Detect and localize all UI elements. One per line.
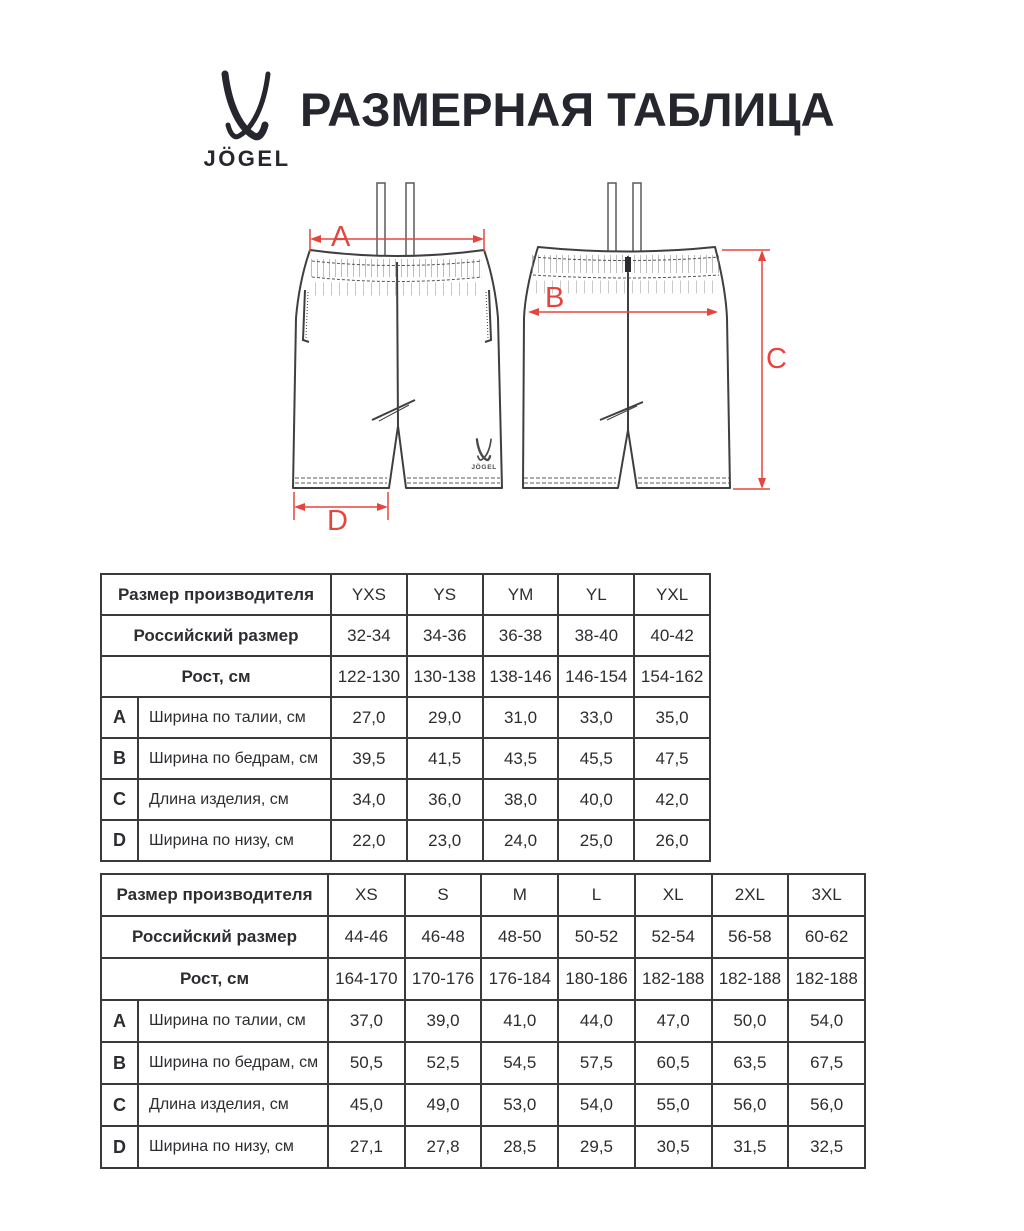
table-cell: L (558, 874, 635, 916)
dimension-b-label: B (545, 282, 565, 314)
table-cell: 44-46 (328, 916, 405, 958)
table-row (101, 1084, 865, 1126)
shorts-diagram (0, 160, 1024, 560)
table-cell: 52,5 (405, 1042, 482, 1084)
table-cell: 44,0 (558, 1000, 635, 1042)
row-letter: A (101, 1000, 138, 1042)
table-cell: 38-40 (558, 615, 634, 656)
table-cell: 36-38 (483, 615, 559, 656)
row-label: Ширина по низу, см (138, 820, 331, 861)
table-cell: YXS (331, 574, 407, 615)
table-cell: 146-154 (558, 656, 634, 697)
row-label: Российский размер (101, 916, 328, 958)
table-cell: 176-184 (481, 958, 558, 1000)
table-cell: 25,0 (558, 820, 634, 861)
adult-size-table (100, 873, 866, 1169)
table-row (101, 574, 710, 615)
table-row (101, 820, 710, 861)
row-label: Российский размер (101, 615, 331, 656)
table-cell: 60,5 (635, 1042, 712, 1084)
table-cell: 50,5 (328, 1042, 405, 1084)
table-cell: 54,0 (558, 1084, 635, 1126)
table-cell: 41,5 (407, 738, 483, 779)
table-cell: 130-138 (407, 656, 483, 697)
table-cell: 39,0 (405, 1000, 482, 1042)
table-cell: YL (558, 574, 634, 615)
table-cell: 23,0 (407, 820, 483, 861)
table-cell: 50,0 (712, 1000, 789, 1042)
table-cell: 32-34 (331, 615, 407, 656)
table-cell: 182-188 (712, 958, 789, 1000)
shorts-back-drawing (523, 183, 730, 488)
brand-wordmark: JÖGEL (203, 146, 291, 171)
waistband-buckle-icon (625, 257, 631, 272)
table-cell: 34-36 (407, 615, 483, 656)
table-cell: 27,8 (405, 1126, 482, 1168)
table-cell: S (405, 874, 482, 916)
table-cell: 27,0 (331, 697, 407, 738)
front-center-seam (397, 262, 398, 426)
table-cell: 40-42 (634, 615, 710, 656)
row-letter: B (101, 1042, 138, 1084)
table-cell: 47,0 (635, 1000, 712, 1042)
table-cell: 60-62 (788, 916, 865, 958)
shorts-front-drawing (293, 183, 502, 488)
table-row (101, 615, 710, 656)
dimension-d-label: D (327, 505, 348, 537)
table-cell: 164-170 (328, 958, 405, 1000)
table-cell: 55,0 (635, 1084, 712, 1126)
dimension-c-label: C (766, 343, 787, 375)
table-cell: 3XL (788, 874, 865, 916)
table-cell: 67,5 (788, 1042, 865, 1084)
table-cell: 34,0 (331, 779, 407, 820)
table-cell: M (481, 874, 558, 916)
row-letter: C (101, 779, 138, 820)
table-cell: 63,5 (712, 1042, 789, 1084)
table-row (101, 1126, 865, 1168)
dimension-a-label: A (331, 221, 351, 253)
table-cell: 54,5 (481, 1042, 558, 1084)
table-row (101, 1000, 865, 1042)
table-cell: 22,0 (331, 820, 407, 861)
row-label: Длина изделия, см (138, 779, 331, 820)
row-label: Размер производителя (101, 574, 331, 615)
table-cell: 37,0 (328, 1000, 405, 1042)
table-row (101, 738, 710, 779)
table-cell: 40,0 (558, 779, 634, 820)
brand-logo-icon (225, 74, 268, 137)
table-cell: 182-188 (635, 958, 712, 1000)
table-row (101, 874, 865, 916)
row-label: Ширина по бедрам, см (138, 738, 331, 779)
table-cell: 28,5 (481, 1126, 558, 1168)
table-cell: YS (407, 574, 483, 615)
table-cell: 54,0 (788, 1000, 865, 1042)
table-row (101, 779, 710, 820)
table-cell: 30,5 (635, 1126, 712, 1168)
table-cell: 154-162 (634, 656, 710, 697)
table-cell: 39,5 (331, 738, 407, 779)
table-cell: 180-186 (558, 958, 635, 1000)
table-cell: 50-52 (558, 916, 635, 958)
row-label: Ширина по талии, см (138, 1000, 328, 1042)
table-cell: 56-58 (712, 916, 789, 958)
table-cell: 24,0 (483, 820, 559, 861)
table-cell: 49,0 (405, 1084, 482, 1126)
page-title: РАЗМЕРНАЯ ТАБЛИЦА (300, 83, 835, 136)
table-cell: 122-130 (331, 656, 407, 697)
table-cell: 26,0 (634, 820, 710, 861)
row-label: Длина изделия, см (138, 1084, 328, 1126)
table-cell: 48-50 (481, 916, 558, 958)
table-cell: 35,0 (634, 697, 710, 738)
row-label: Ширина по талии, см (138, 697, 331, 738)
table-cell: 45,5 (558, 738, 634, 779)
row-letter: B (101, 738, 138, 779)
table-cell: 170-176 (405, 958, 482, 1000)
table-cell: 38,0 (483, 779, 559, 820)
table-cell: XS (328, 874, 405, 916)
row-label: Рост, см (101, 656, 331, 697)
front-logo-wordmark: JÖGEL (471, 464, 497, 471)
table-cell: 42,0 (634, 779, 710, 820)
table-cell: 47,5 (634, 738, 710, 779)
row-letter: C (101, 1084, 138, 1126)
youth-size-table (100, 573, 711, 862)
row-letter: A (101, 697, 138, 738)
row-label: Ширина по бедрам, см (138, 1042, 328, 1084)
table-cell: 52-54 (635, 916, 712, 958)
table-cell: 33,0 (558, 697, 634, 738)
table-cell: 29,0 (407, 697, 483, 738)
table-row (101, 1042, 865, 1084)
table-cell: 43,5 (483, 738, 559, 779)
row-label: Размер производителя (101, 874, 328, 916)
table-cell: 57,5 (558, 1042, 635, 1084)
table-cell: 182-188 (788, 958, 865, 1000)
row-letter: D (101, 1126, 138, 1168)
table-cell: 41,0 (481, 1000, 558, 1042)
table-cell: 46-48 (405, 916, 482, 958)
table-row (101, 697, 710, 738)
table-row (101, 656, 710, 697)
table-cell: 31,5 (712, 1126, 789, 1168)
table-cell: 56,0 (712, 1084, 789, 1126)
table-cell: 31,0 (483, 697, 559, 738)
table-cell: 45,0 (328, 1084, 405, 1126)
table-cell: 32,5 (788, 1126, 865, 1168)
table-cell: 53,0 (481, 1084, 558, 1126)
drawstring-icon (377, 183, 414, 257)
table-row (101, 916, 865, 958)
row-letter: D (101, 820, 138, 861)
table-cell: 138-146 (483, 656, 559, 697)
row-label: Рост, см (101, 958, 328, 1000)
table-row (101, 958, 865, 1000)
table-cell: 36,0 (407, 779, 483, 820)
table-cell: 2XL (712, 874, 789, 916)
row-label: Ширина по низу, см (138, 1126, 328, 1168)
table-cell: 56,0 (788, 1084, 865, 1126)
table-cell: 29,5 (558, 1126, 635, 1168)
table-cell: YM (483, 574, 559, 615)
table-cell: 27,1 (328, 1126, 405, 1168)
table-cell: XL (635, 874, 712, 916)
table-cell: YXL (634, 574, 710, 615)
drawstring-icon (608, 183, 641, 255)
